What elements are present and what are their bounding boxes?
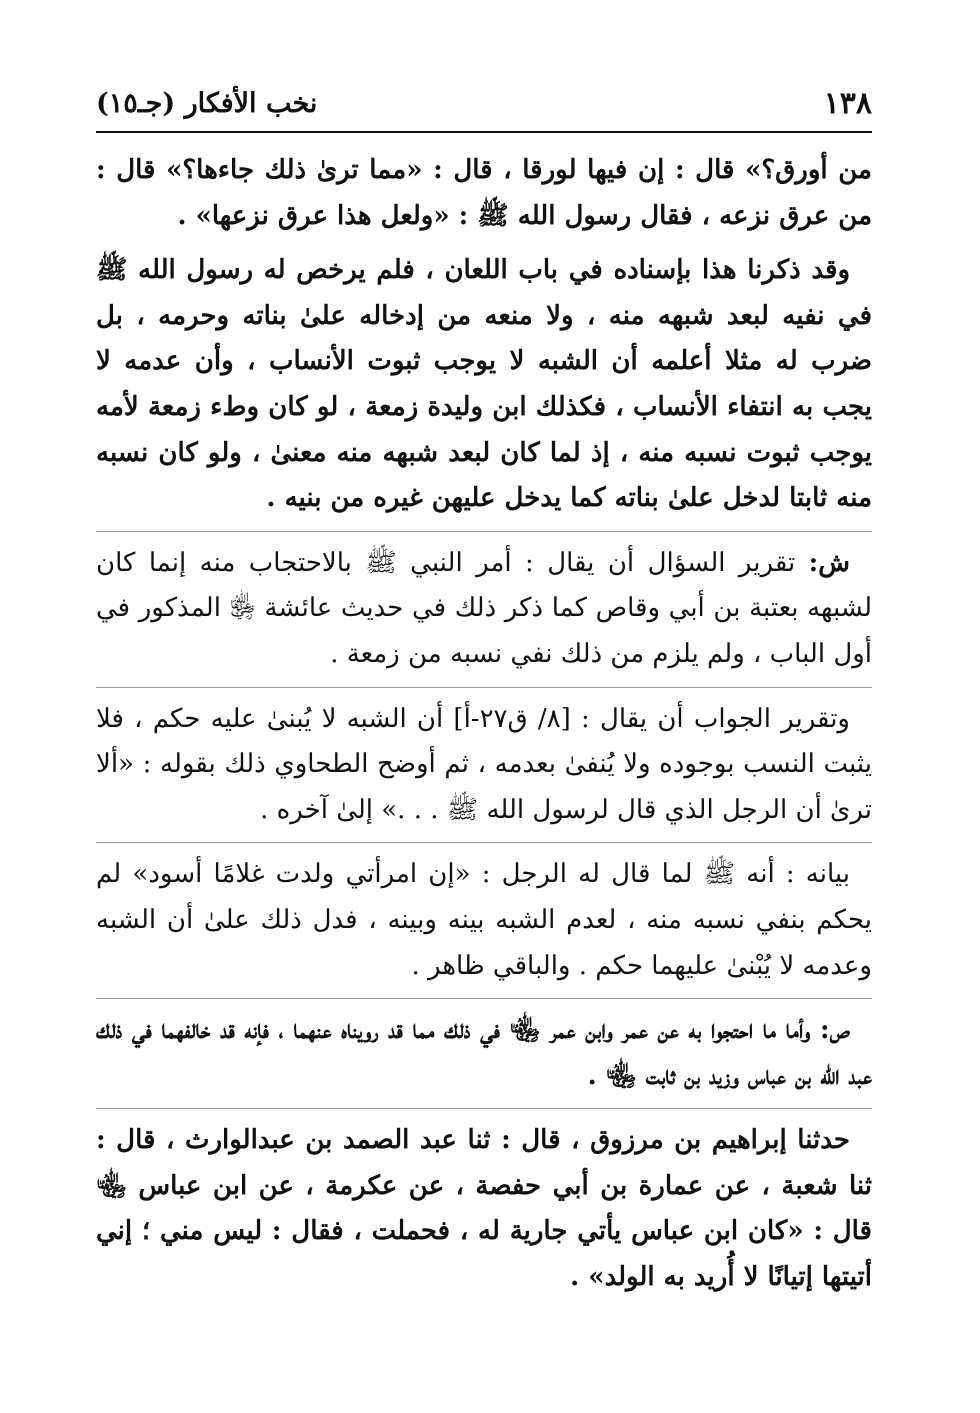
header-rule	[96, 131, 872, 133]
section-divider	[96, 687, 872, 688]
paragraph-text: تقرير السؤال أن يقال : أمر النبي ﷺ بالاحتجاب منه إنما كان لشبهه بعتبة بن أبي وقاص كما ذكر ذلك في حديث عائشة ﵂ المذكور في أول الباب ، ولم يلزم من ذلك نفي نسبه من زمعة .	[96, 547, 872, 669]
section-divider	[96, 531, 872, 532]
paragraph-hadith-continuation	[96, 148, 872, 239]
paragraph-text: وقد ذكرنا هذا بإسناده في باب اللعان ، فلم يرخص له رسول الله ﷺ في نفيه لبعد شبهه منه ، ولا منعه من إدخاله علىٰ بناته وحرمه ، بل ضرب له مثلا أعلمه أن الشبه لا يوجب ثبوت الأنساب ، وأن عدمه لا يجب به انتفاء الأنساب ، فكذلك ابن وليدة زمعة ، لو كان وطء زمعة لأمه يوجب ثبوت نسبه منه ، إذ لما كان لبعد شبهه منه معنىٰ ، ولو كان نسبه منه ثابتا لدخل علىٰ بناته كما يدخل عليهن غيره من بنيه .	[96, 255, 872, 514]
section-divider	[96, 998, 872, 999]
paragraph-explanation	[96, 852, 872, 989]
paragraph-text: حدثنا إبراهيم بن مرزوق ، قال : ثنا عبد الصمد بن عبدالوارث ، قال : ثنا شعبة ، عن عمارة بن أبي حفصة ، عن عكرمة ، عن ابن عباس ﵄ قال : «كان ابن عباس يأتي جارية له ، فحملت ، فقال : ليس مني ؛ إني أتيتها إتيانًا لا أُريد به الولد» .	[96, 1125, 872, 1293]
paragraph-text: وأما ما احتجوا به عن عمر وابن عمر ﵄ في ذلك مما قد رويناه عنهما ، فإنه قد خالفهما في ذلك عبد الله بن عباس وزيد بن ثابت ﵄ .	[96, 1015, 872, 1091]
paragraph-matn	[96, 1008, 872, 1099]
paragraph-sharh-question	[96, 541, 872, 678]
page-header	[96, 82, 872, 128]
paragraph-answer	[96, 697, 872, 834]
paragraph-isnad	[96, 1118, 872, 1300]
paragraph-commentary	[96, 248, 872, 522]
page-body	[96, 148, 872, 1310]
matn-marker: ص:	[820, 1015, 850, 1046]
page-number: ١٣٨	[823, 86, 872, 121]
paragraph-text: وتقرير الجواب أن يقال : [٨/ ق٢٧-أ] أن الشبه لا يُبنىٰ عليه حكم ، فلا يثبت النسب بوجوده ولا يُنفىٰ بعدمه ، ثم أوضح الطحاوي ذلك بقوله : «ألا ترىٰ أن الرجل الذي قال لرسول الله ﷺ . . .» إلىٰ آخره .	[96, 703, 872, 825]
paragraph-text: بيانه : أنه ﷺ لما قال له الرجل : «إن امرأتي ولدت غلامًا أسود» لم يحكم بنفي نسبه منه ، لعدم الشبه بينه وبينه ، فدل ذلك علىٰ أن الشبه وعدمه لا يُبْنىٰ عليهما حكم . والباقي ظاهر .	[96, 859, 872, 981]
running-title: نخب الأفكار (جـ١٥)	[96, 88, 318, 119]
section-divider	[96, 842, 872, 843]
section-divider	[96, 1108, 872, 1109]
paragraph-text: من أورق؟» قال : إن فيها لورقا ، قال : «مما ترىٰ ذلك جاءها؟» قال : من عرق نزعه ، فقال رسول الله ﷺ : «ولعل هذا عرق نزعها» .	[96, 155, 872, 231]
sharh-marker: ش:	[808, 547, 850, 578]
